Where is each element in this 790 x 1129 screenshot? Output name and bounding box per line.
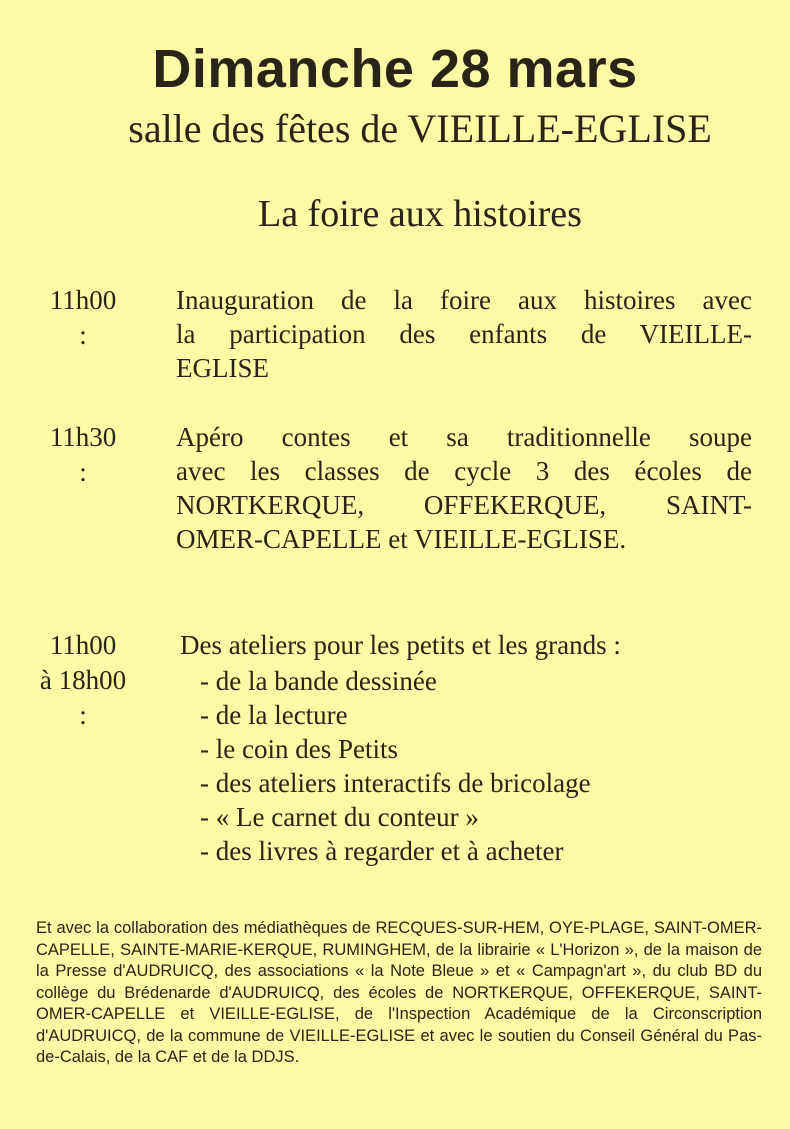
description-line: OMER-CAPELLE et VIEILLE-EGLISE. <box>176 524 627 554</box>
time-line: : <box>79 457 87 487</box>
time-line: : <box>79 700 87 730</box>
venue-subtitle: salle des fêtes de VIEILLE-EGLISE <box>128 106 712 151</box>
time-line: : <box>79 320 87 350</box>
description-line: EGLISE <box>176 353 269 383</box>
time-line: 11h00 <box>49 630 117 660</box>
schedule-description <box>176 420 752 556</box>
list-item: - de la bande dessinée <box>200 666 437 696</box>
page-title: Dimanche 28 mars <box>152 39 638 99</box>
list-item: - des ateliers interactifs de bricolage <box>200 768 591 798</box>
list-item: - de la lecture <box>200 700 348 730</box>
schedule-time <box>18 420 148 490</box>
list-item: - « Le carnet du conteur » <box>200 802 479 832</box>
description-line: Inauguration de la foire aux histoires avec <box>176 285 752 315</box>
schedule-time <box>18 283 148 353</box>
description-line: NORTKERQUE, OFFEKERQUE, SAINT- <box>176 490 752 520</box>
event-name: La foire aux histoires <box>258 193 582 235</box>
time-line: 11h30 <box>49 422 117 452</box>
description-line: la participation des enfants de VIEILLE- <box>176 319 752 349</box>
description-line: Apéro contes et sa traditionnelle soupe <box>176 422 752 452</box>
ateliers-list <box>200 664 760 868</box>
schedule-description <box>176 283 752 385</box>
list-item: - des livres à regarder et à acheter <box>200 836 564 866</box>
time-line: à 18h00 <box>39 665 127 695</box>
credits-paragraph: Et avec la collaboration des médiathèques de RECQUES-SUR-HEM, OYE-PLAGE, SAINT-OMER-CAPELLE, SAINTE-MARIE-KERQUE, RUMINGHEM, de la librairie « L'Horizon », de la maison de la Presse d'AUDRUICQ, des associations « la Note Bleue » et « Campagn'art », du club BD du collège du Brédenarde d'AUDRUICQ, des écoles de NORTKERQUE, OFFEKERQUE, SAINT-OMER-CAPELLE et VIEILLE-EGLISE, de l'Inspection Académique de la Circonscription d'AUDRUICQ, de la commune de VIEILLE-EGLISE et avec le soutien du Conseil Général du Pas-de-Calais, de la CAF et de la DDJS. <box>36 919 762 1066</box>
list-item: - le coin des Petits <box>200 734 398 764</box>
description-line: avec les classes de cycle 3 des écoles de <box>176 456 752 486</box>
schedule-time <box>18 628 148 733</box>
time-line: 11h00 <box>49 285 117 315</box>
ateliers-intro-text: Des ateliers pour les petits et les grands : <box>180 630 621 660</box>
ateliers-intro <box>180 628 756 662</box>
